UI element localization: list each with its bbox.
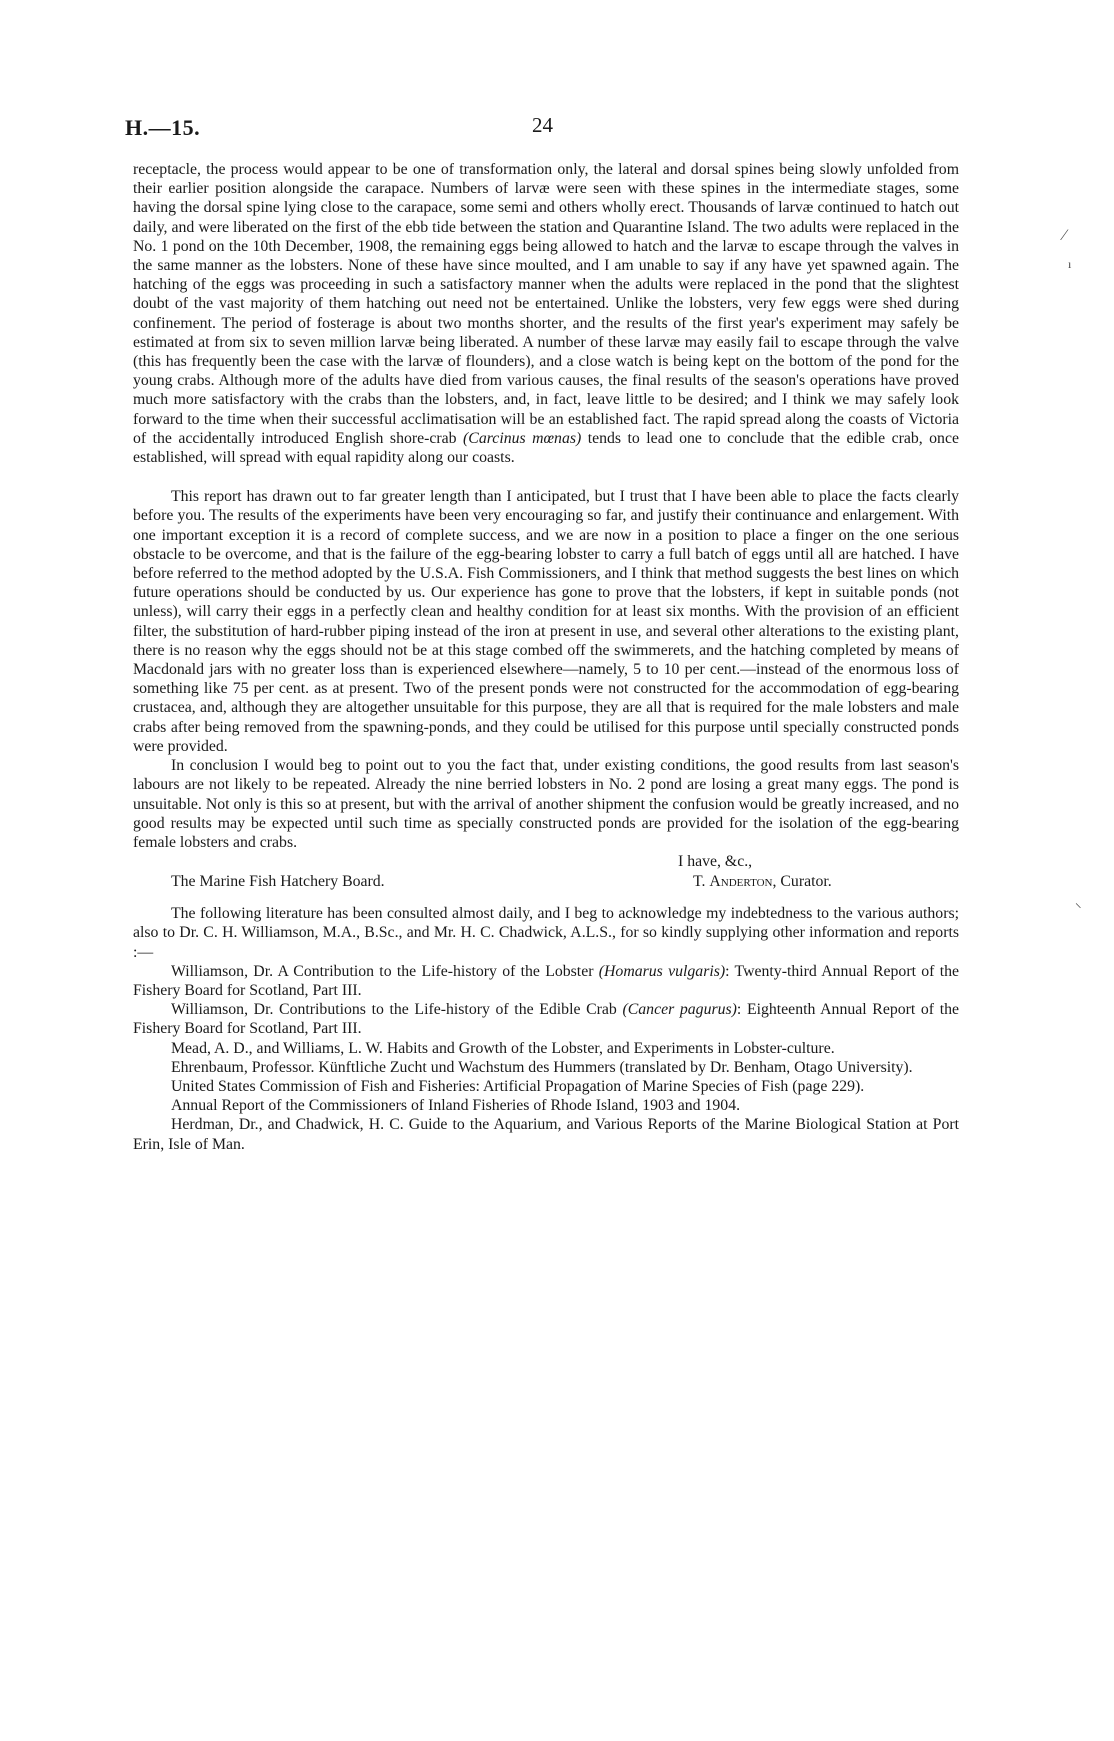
paragraph-text: receptacle, the process would appear to be one of transformation only, the lateral and dorsal spines being slowly unfolded from their earlier position alongside the carapace. Numbers of larvæ were seen with these spines in the intermediate stages, some having the dorsal spine lying close to the carapace, some semi and others wholly erect. Thousands of larvæ continued to hatch out daily, and were liberated on the first of the ebb tide between the station and Quarantine Island. The two adults were replaced in the No. 1 pond on the 10th December, 1908, the remaining eggs being allowed to hatch and the larvæ to escape through the valves in the same manner as the lobsters. None of these have since moulted, and I am unable to say if any have yet spawned again. The hatching of the eggs was proceeding in such a satisfactory manner when the adults were replaced in the pond that the slightest doubt of the vast majority of them hatching out need not be entertained. Unlike the lobsters, very few eggs were shed during confinement. The period of fosterage is about two months shorter, and the results of the first year's experiment may safely be estimated at from six to seven million larvæ being liberated. A number of these larvæ may easily fail to escape through the valve (this has frequently been the case with the larvæ of flounders), and a close watch is being kept on the bottom of the pond for the young crabs. Although more of the adults have died from various causes, the final results of the season's operations have proved much more satisfactory with the crabs than the lobsters, and, in fact, leave little to be desired; and I think we may safely look forward to the time when their successful acclimatisation will be an established fact. The rapid spread along the coasts of Victoria of the accidentally introduced English shore-crab (133, 161, 959, 447)
literature-item (133, 1096, 959, 1115)
ref-text: Williamson, Dr. Contributions to the Life-history of the Edible Crab (171, 1001, 623, 1019)
literature-list (133, 962, 959, 1154)
species-name: (Carcinus mœnas) (463, 429, 582, 447)
literature-intro: The following literature has been consulted almost daily, and I beg to acknowledge my indebtedness to the various authors; also to Dr. C. H. Williamson, M.A., B.Sc., and Mr. H. C. Chadwick, A.L.S., for so kindly supplying other information and reports :— (133, 905, 959, 961)
report-reference: H.—15. (125, 115, 201, 140)
margin-mark: ⁄ (1063, 227, 1066, 244)
ref-text: Annual Report of the Commissioners of Inland Fisheries of Rhode Island, 1903 and 1904. (171, 1097, 741, 1115)
species-name: (Cancer pagurus) (622, 1001, 737, 1019)
page-number: 24 (532, 113, 553, 137)
ref-text: Mead, A. D., and Williams, L. W. Habits and Growth of the Lobster, and Experiments in Lobster-culture. (171, 1039, 835, 1057)
signature-block (133, 852, 959, 892)
paragraph (133, 160, 959, 467)
signatory-title: , Curator. (772, 873, 832, 891)
paragraph: This report has drawn out to far greater length than I anticipated, but I trust that I have been able to place the facts clearly before you. The results of the experiments have been very encouraging so far, and justify their continuance and enlargement. With one important exception it is a record of complete success, and we are now in a position to place a finger on the one serious obstacle to be overcome, and that is the failure of the egg-bearing lobster to carry a full batch of eggs until all are hatched. I have before referred to the method adopted by the U.S.A. Fish Commissioners, and I think that method suggests the best lines on which future operations should be conducted by us. Our experience has gone to prove that the lobsters, if kept in suitable ponds (not unless), will carry their eggs in a perfectly clean and healthy condition for at least six months. With the provision of an efficient filter, the substitution of hard-rubber piping instead of the iron at present in use, and several other alterations to the existing plant, there is no reason why the eggs should not be at this stage combed off the swimmerets, and the hatching completed by means of Macdonald jars with no greater loss than is experienced elsewhere—namely, 5 to 10 per cent.—instead of the enormous loss of something like 75 per cent. as at present. Two of the present ponds were not constructed for the accommodation of egg-bearing crustacea, and, although they are altogether unsuitable for this purpose, they are all that is required for the male lobsters and male crabs after being removed from the spawning-ponds, and they could be utilised for this purpose until specially constructed ponds were provided. (133, 488, 959, 755)
literature-item (133, 1058, 959, 1077)
addressee: The Marine Fish Hatchery Board. (171, 873, 385, 891)
body-text (133, 160, 959, 1154)
paragraph-text: tends to lead one to conclude that the edible crab, once established, will spread with equal rapidity along our coasts. (133, 429, 959, 467)
closing: I have, &c., (678, 853, 753, 871)
ref-text: : Eighteenth Annual Report of the Fishery Board for Scotland, Part III. (133, 1001, 960, 1038)
literature-item (133, 1000, 959, 1038)
literature-item (133, 1077, 959, 1096)
signatory (693, 872, 832, 891)
ref-text: Herdman, Dr., and Chadwick, H. C. Guide to the Aquarium, and Various Reports of the Marine Biological Station at Port Erin, Isle of Man. (133, 1116, 959, 1153)
ref-text: Ehrenbaum, Professor. Künftliche Zucht und Wachstum des Hummers (translated by Dr. Benham, Otago University). (171, 1058, 913, 1076)
literature-item (133, 1115, 959, 1153)
literature-item (133, 1039, 959, 1058)
ref-text: United States Commission of Fish and Fisheries: Artificial Propagation of Marine Species of Fish (page 229). (171, 1077, 865, 1095)
signatory-initial: T. (693, 873, 706, 891)
ref-text: Williamson, Dr. A Contribution to the Life-history of the Lobster (171, 962, 599, 980)
paragraph: In conclusion I would beg to point out to you the fact that, under existing conditions, the good results from last season's labours are not likely to be repeated. Already the nine berried lobsters in No. 2 pond are losing a great many eggs. The pond is unsuitable. Not only is this so at present, but with the arrival of another shipment the confusion would be greatly increased, and no good results may be expected until such time as specially constructed ponds are provided for the isolation of the egg-bearing female lobsters and crabs. (133, 757, 959, 851)
ref-text: : Twenty-third Annual Report of the Fishery Board for Scotland, Part III. (133, 962, 960, 999)
literature-item (133, 962, 959, 1000)
margin-mark: ı (1068, 257, 1072, 271)
margin-mark: ⸜ (1075, 895, 1082, 910)
species-name: (Homarus vulgaris) (598, 962, 726, 980)
signatory-name: Anderton (709, 873, 773, 891)
